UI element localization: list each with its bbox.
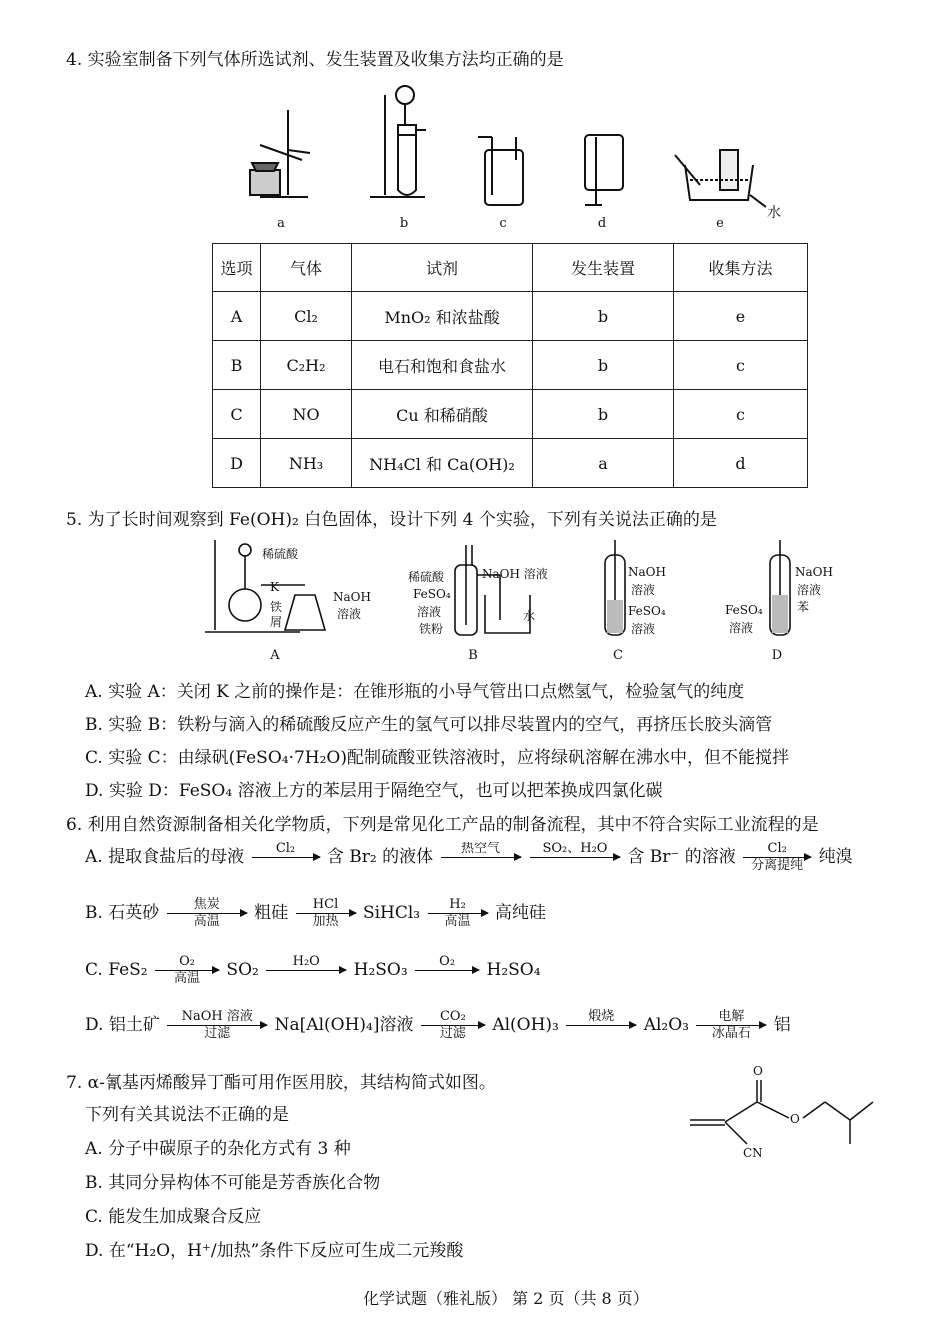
figC-label: C [613, 648, 623, 663]
arrow-top: H₂ [449, 897, 466, 912]
table-cell: c [674, 341, 808, 390]
figC-feso4a: FeSO₄ [628, 604, 666, 618]
arrow-bottom: 高温 [174, 971, 201, 986]
table-cell: Cu 和稀硝酸 [352, 390, 533, 439]
table-header: 收集方法 [674, 244, 808, 292]
table-cell: e [674, 292, 808, 341]
flow-text: C. FeS₂ [85, 960, 148, 980]
table-header: 选项 [213, 244, 261, 292]
struct-cn: CN [743, 1146, 763, 1160]
table-header-row [213, 244, 808, 292]
apparatus-c [478, 137, 523, 205]
page-footer: 化学试题（雅礼版） 第 2 页（共 8 页） [363, 1289, 649, 1308]
flow-text: 含 Br⁻ 的溶液 [627, 847, 736, 867]
q7-stem: 7. α-氰基丙烯酸异丁酯可用作医用胶，其结构简式如图。 [66, 1073, 496, 1093]
arrow-bottom: 高温 [193, 914, 220, 929]
arrow-bottom: 冰晶石 [711, 1026, 751, 1041]
figD-feso4b: 溶液 [729, 621, 754, 635]
arrow-top: 焦炭 [193, 897, 220, 912]
flow-text: B. 石英砂 [85, 903, 160, 923]
arrow-bottom: 过滤 [439, 1026, 466, 1041]
figB-feso4b: 溶液 [417, 605, 442, 619]
flow-text: SO₂ [226, 960, 259, 980]
table-row [213, 341, 808, 390]
q5-option-b: B. 实验 B：铁粉与滴入的稀硫酸反应产生的氢气可以排尽装置内的空气，再挤压长胶头滴管 [85, 715, 773, 735]
q7-option-d: D. 在“H₂O，H⁺/加热”条件下反应可生成二元羧酸 [85, 1241, 464, 1261]
table-header: 试剂 [352, 244, 533, 292]
arrow-top: CO₂ [439, 1009, 466, 1024]
apparatus-label-d: d [597, 216, 607, 231]
table-cell: NO [261, 390, 352, 439]
table-row [213, 390, 808, 439]
table-header: 气体 [261, 244, 352, 292]
figD-naoh2: 溶液 [797, 583, 822, 597]
q5-option-d: D. 实验 D：FeSO₄ 溶液上方的苯层用于隔绝空气，也可以把苯换成四氯化碳 [85, 781, 663, 801]
flow-text: A. 提取食盐后的母液 [85, 847, 245, 867]
flow-text: Al₂O₃ [643, 1015, 689, 1035]
figB-label: B [468, 648, 478, 663]
figA-naoh1: NaOH [333, 590, 371, 604]
figA-acid: 稀硫酸 [262, 547, 299, 561]
arrow-top: O₂ [179, 954, 195, 969]
flow-text: Al(OH)₃ [492, 1015, 559, 1035]
figure-c [605, 540, 625, 635]
arrow-top: H₂O [292, 954, 320, 969]
figA-naoh2: 溶液 [337, 607, 362, 621]
q7-structure-diagram [685, 1062, 885, 1162]
flow-text: SiHCl₃ [362, 903, 421, 923]
flow-text: D. 铝土矿 [85, 1015, 160, 1035]
table-cell: D [213, 439, 261, 488]
arrow-top: HCl [312, 897, 339, 912]
table-cell: b [533, 292, 674, 341]
q5-option-c: C. 实验 C：由绿矾(FeSO₄·7H₂O)配制硫酸亚铁溶液时，应将绿矾溶解在沸水中，但不能搅拌 [85, 748, 790, 768]
q7-sub: 下列有关其说法不正确的是 [85, 1105, 289, 1125]
arrow-top: NaOH 溶液 [181, 1009, 253, 1024]
struct-o: O [790, 1112, 800, 1126]
flow-text: 含 Br₂ 的液体 [326, 847, 434, 867]
figB-acid: 稀硫酸 [408, 570, 445, 584]
arrow-bottom: 分离提纯 [751, 858, 804, 873]
arrow-top: 电解 [718, 1009, 745, 1024]
arrow-top: 煅烧 [588, 1009, 615, 1024]
arrow-top: Cl₂ [275, 842, 296, 856]
q6-option-b [85, 898, 546, 929]
q6-option-d [85, 1010, 791, 1041]
table-cell: b [533, 390, 674, 439]
table-cell: d [674, 439, 808, 488]
apparatus-label-e: e [716, 216, 724, 231]
q4-stem: 4. 实验室制备下列气体所选试剂、发生装置及收集方法均正确的是 [66, 50, 564, 70]
q5-option-a: A. 实验 A：关闭 K 之前的操作是：在锥形瓶的小导气管出口点燃氢气，检验氢气的纯度 [85, 682, 745, 702]
q4-options-table [212, 243, 808, 488]
arrow-top: SO₂、H₂O [542, 842, 608, 856]
flow-text: 高纯硅 [494, 903, 546, 923]
q6-stem: 6. 利用自然资源制备相关化学物质，下列是常见化工产品的制备流程，其中不符合实际工业流程的是 [66, 815, 819, 835]
q6-option-a [85, 842, 945, 873]
table-row [213, 439, 808, 488]
figure-b [455, 545, 530, 635]
q6-option-c [85, 955, 541, 986]
table-header: 发生装置 [533, 244, 674, 292]
figC-feso4b: 溶液 [631, 622, 656, 636]
figB-water: 水 [523, 609, 536, 623]
table-cell: B [213, 341, 261, 390]
table-cell: 电石和饱和食盐水 [352, 341, 533, 390]
arrow-bottom: 加热 [312, 914, 339, 929]
flow-text: 粗硅 [254, 903, 289, 923]
water-label: 水 [767, 205, 781, 221]
figD-naoh1: NaOH [795, 565, 833, 579]
figC-naoh2: 溶液 [631, 583, 656, 597]
figB-feso4a: FeSO₄ [413, 587, 451, 601]
q5-stem: 5. 为了长时间观察到 Fe(OH)₂ 白色固体，设计下列 4 个实验，下列有关说法正确的是 [66, 510, 717, 530]
q4-apparatus-figure [230, 75, 790, 235]
figA-iron1: 铁 [270, 600, 283, 614]
apparatus-e [675, 150, 766, 207]
table-row [213, 292, 808, 341]
table-cell: MnO₂ 和浓盐酸 [352, 292, 533, 341]
table-cell: a [533, 439, 674, 488]
apparatus-b [370, 86, 426, 197]
figA-k: K [270, 580, 279, 594]
table-cell: c [674, 390, 808, 439]
table-cell: A [213, 292, 261, 341]
apparatus-a [250, 110, 310, 197]
figD-label: D [771, 648, 783, 663]
arrow-bottom: 过滤 [204, 1026, 231, 1041]
table-cell: C [213, 390, 261, 439]
apparatus-d [585, 135, 623, 205]
flow-text: H₂SO₄ [486, 960, 541, 980]
figB-naoh: NaOH 溶液 [482, 567, 548, 581]
apparatus-label-c: c [499, 216, 507, 231]
figA-label: A [270, 648, 280, 663]
arrow-top: O₂ [439, 954, 456, 969]
flow-text: 铝 [773, 1015, 791, 1035]
table-cell: C₂H₂ [261, 341, 352, 390]
table-cell: Cl₂ [261, 292, 352, 341]
arrow-top: Cl₂ [767, 842, 787, 856]
table-cell: NH₄Cl 和 Ca(OH)₂ [352, 439, 533, 488]
q7-option-a: A. 分子中碳原子的杂化方式有 3 种 [85, 1139, 351, 1159]
table-cell: NH₃ [261, 439, 352, 488]
flow-text: Na[Al(OH)₄]溶液 [274, 1015, 414, 1035]
arrow-bottom: 高温 [444, 914, 471, 929]
table-cell: b [533, 341, 674, 390]
q7-option-b: B. 其同分异构体不可能是芳香族化合物 [85, 1173, 381, 1193]
figB-fe: 铁粉 [419, 622, 444, 636]
figD-feso4a: FeSO₄ [725, 603, 763, 617]
apparatus-label-a: a [277, 216, 285, 231]
figA-iron2: 屑 [270, 615, 283, 629]
flow-text: H₂SO₃ [353, 960, 408, 980]
figD-benzene: 苯 [797, 600, 810, 614]
figC-naoh1: NaOH [628, 565, 666, 579]
struct-o-top: O [753, 1064, 763, 1078]
q7-option-c: C. 能发生加成聚合反应 [85, 1207, 262, 1227]
apparatus-label-b: b [399, 216, 409, 231]
flow-text: 纯溴 [818, 847, 853, 867]
figure-d [770, 540, 790, 635]
arrow-top: 热空气 [461, 842, 501, 856]
